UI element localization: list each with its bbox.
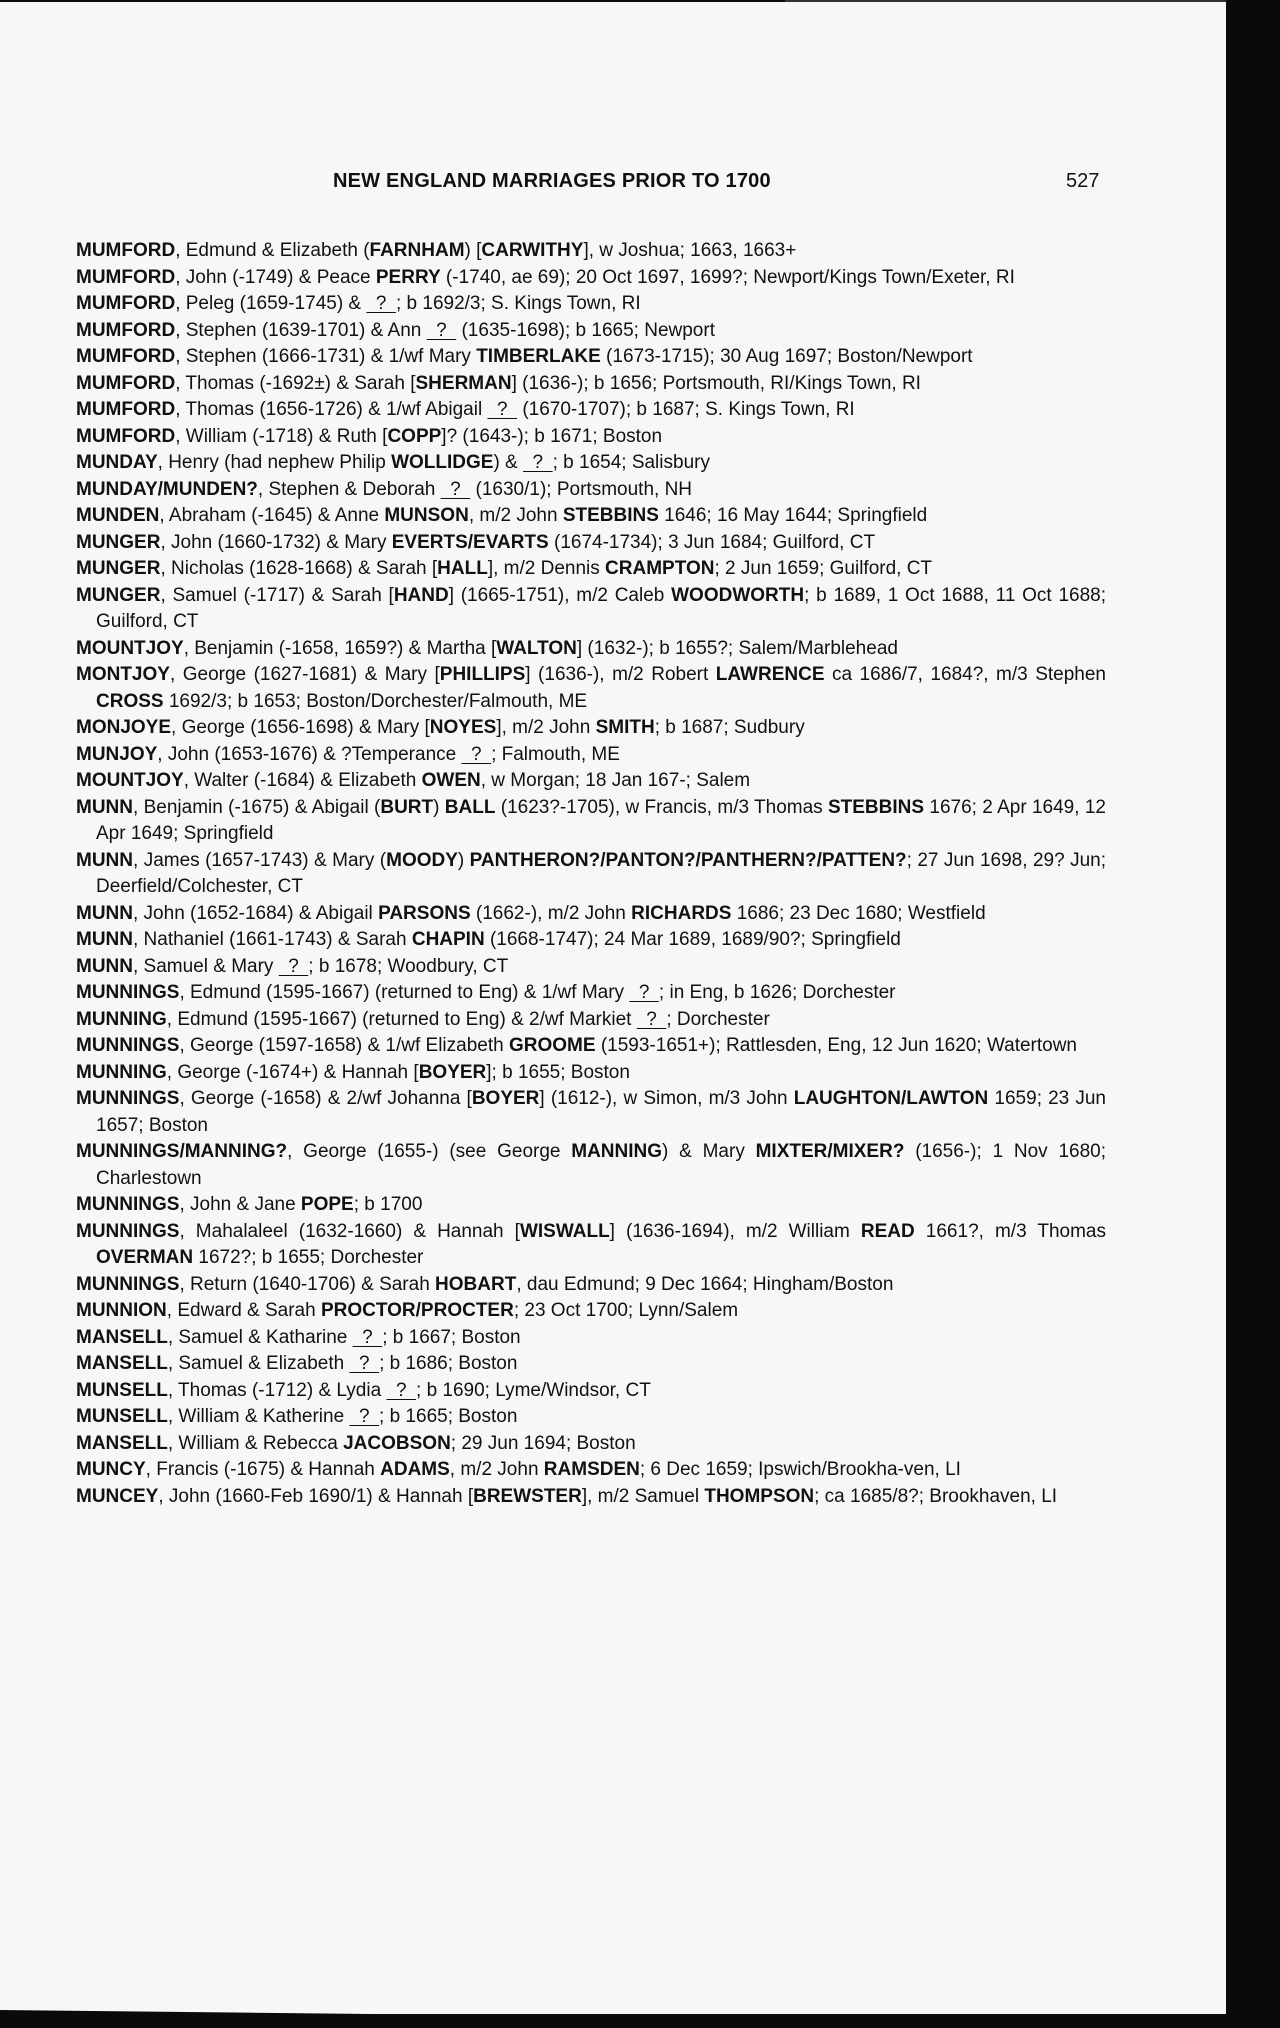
marriage-entry: MUMFORD, John (-1749) & Peace PERRY (-1740, ae 69); 20 Oct 1697, 1699?; Newport/Kings Town/Exeter, RI <box>76 266 1015 288</box>
marriage-entry: MUNNINGS, Mahalaleel (1632-1660) & Hannah [WISWALL] (1636-1694), m/2 William READ 1661?, m/3 Thomas OVERMAN 1672?; b 1655; Dorchester <box>76 1220 1106 1268</box>
surname: CARWITHY <box>481 240 584 261</box>
marriage-entry: MUNCY, Francis (-1675) & Hannah ADAMS, m/2 John RAMSDEN; 6 Dec 1659; Ipswich/Brookha-ven, LI <box>76 1459 961 1480</box>
marriage-entry: MUNN, Benjamin (-1675) & Abigail (BURT) BALL (1623?-1705), w Francis, m/3 Thomas STEBBINS 1676; 2 Apr 1649, 12 Apr 1649; Springfield <box>76 796 1106 844</box>
surname: OVERMAN <box>96 1247 194 1268</box>
surname: BREWSTER <box>473 1485 582 1507</box>
marriage-entry: MUNNING, George (-1674+) & Hannah [BOYER]; b 1655; Boston <box>76 1061 630 1083</box>
surname: MUNN <box>76 796 133 818</box>
marriage-entry: MONTJOY, George (1627-1681) & Mary [PHILLIPS] (1636-), m/2 Robert LAWRENCE ca 1686/7, 1684?, m/3 Stephen CROSS 1692/3; b 1653; Boston/Dorchester/Falmouth, ME <box>76 664 1106 712</box>
surname: MUNDEN <box>76 505 160 526</box>
unknown-name-marker: ? <box>461 743 492 765</box>
surname: LAUGHTON/LAWTON <box>793 1088 989 1109</box>
marriage-entry: MUNDEN, Abraham (-1645) & Anne MUNSON, m/2 John STEBBINS 1646; 16 May 1644; Springfield <box>76 505 928 526</box>
surname: NOYES <box>429 717 497 738</box>
surname: WOLLIDGE <box>391 452 494 473</box>
marriage-entry: MUNNINGS/MANNING?, George (1655-) (see George MANNING) & Mary MIXTER/MIXER? (1656-); 1 Nov 1680; Charlestown <box>76 1141 1106 1189</box>
surname: MUMFORD <box>76 372 176 394</box>
surname: MUMFORD <box>76 266 176 288</box>
marriage-entry: MUMFORD, William (-1718) & Ruth [COPP]? (1643-); b 1671; Boston <box>76 425 663 447</box>
surname: MONJOYE <box>76 717 172 738</box>
surname: MUNDAY/MUNDEN? <box>76 478 258 500</box>
marriage-entry: MUNN, John (1652-1684) & Abigail PARSONS (1662-), m/2 John RICHARDS 1686; 23 Dec 1680; Westfield <box>76 902 986 924</box>
surname: BALL <box>444 796 496 818</box>
page-number: 527 <box>1066 170 1100 192</box>
unknown-name-marker: ? <box>386 1379 417 1401</box>
marriage-entry: MUNGER, Nicholas (1628-1668) & Sarah [HALL], m/2 Dennis CRAMPTON; 2 Jun 1659; Guilford, CT <box>76 558 933 579</box>
surname: RAMSDEN <box>543 1459 640 1480</box>
surname: MUMFORD <box>76 399 176 420</box>
surname: MOUNTJOY <box>76 770 184 791</box>
unknown-name-marker: ? <box>349 1353 380 1374</box>
marriage-entry: MUNDAY/MUNDEN?, Stephen & Deborah ? (1630/1); Portsmouth, NH <box>76 478 693 500</box>
marriage-entries-list <box>76 238 1106 1510</box>
surname: WOODWORTH <box>671 584 805 606</box>
marriage-entry: MUNNINGS, George (-1658) & 2/wf Johanna [BOYER] (1612-), w Simon, m/3 John LAUGHTON/LAWTON 1659; 23 Jun 1657; Boston <box>76 1088 1106 1136</box>
surname: BURT <box>380 796 434 818</box>
unknown-name-marker: ? <box>352 1326 383 1348</box>
marriage-entry: MUNN, Nathaniel (1661-1743) & Sarah CHAPIN (1668-1747); 24 Mar 1689, 1689/90?; Springfield <box>76 929 901 950</box>
surname: MUMFORD <box>76 293 176 314</box>
unknown-name-marker: ? <box>426 319 457 341</box>
marriage-entry: MANSELL, Samuel & Katharine ? ; b 1667; Boston <box>76 1326 521 1348</box>
unknown-name-marker: ? <box>440 478 471 500</box>
surname: MUNNING <box>76 1008 167 1030</box>
marriage-entry: MUMFORD, Peleg (1659-1745) & ? ; b 1692/3; S. Kings Town, RI <box>76 293 641 314</box>
surname: MUNNINGS <box>76 1220 180 1242</box>
surname: HALL <box>437 558 488 579</box>
marriage-entry: MUNJOY, John (1653-1676) & ?Temperance ? ; Falmouth, ME <box>76 743 620 765</box>
marriage-entry: MOUNTJOY, Walter (-1684) & Elizabeth OWEN, w Morgan; 18 Jan 167-; Salem <box>76 770 751 791</box>
unknown-name-marker: ? <box>366 293 396 314</box>
surname: STEBBINS <box>562 505 659 526</box>
surname: WISWALL <box>519 1220 610 1242</box>
surname: MANSELL <box>76 1353 168 1374</box>
surname: MUNNINGS <box>76 1088 180 1109</box>
surname: MUNNING <box>76 1061 167 1083</box>
marriage-entry: MOUNTJOY, Benjamin (-1658, 1659?) & Martha [WALTON] (1632-); b 1655?; Salem/Marblehead <box>76 637 898 659</box>
surname: MUNSON <box>384 505 469 526</box>
surname: MOUNTJOY <box>76 637 184 659</box>
marriage-entry: MUNN, James (1657-1743) & Mary (MOODY) PANTHERON?/PANTON?/PANTHERN?/PATTEN?; 27 Jun 1698, 29? Jun; Deerfield/Colchester, CT <box>76 849 1107 897</box>
surname: MUNJOY <box>76 743 158 765</box>
surname: MUNN <box>76 955 133 977</box>
surname: BOYER <box>418 1061 487 1083</box>
marriage-entry: MANSELL, Samuel & Elizabeth ? ; b 1686; Boston <box>76 1353 518 1374</box>
marriage-entry: MUNNION, Edward & Sarah PROCTOR/PROCTER; 23 Oct 1700; Lynn/Salem <box>76 1300 739 1321</box>
surname: CROSS <box>96 690 164 712</box>
marriage-entry: MUMFORD, Edmund & Elizabeth (FARNHAM) [CARWITHY], w Joshua; 1663, 1663+ <box>76 240 797 261</box>
marriage-entry: MUNSELL, William & Katherine ? ; b 1665; Boston <box>76 1406 518 1427</box>
unknown-name-marker: ? <box>636 1008 667 1030</box>
surname: MUNNINGS <box>76 1035 180 1056</box>
surname: MIXTER/MIXER? <box>755 1141 905 1162</box>
surname: SHERMAN <box>415 372 512 394</box>
surname: THOMPSON <box>704 1485 815 1507</box>
marriage-entry: MUMFORD, Stephen (1639-1701) & Ann ? (1635-1698); b 1665; Newport <box>76 319 715 341</box>
unknown-name-marker: ? <box>523 452 553 473</box>
marriage-entry: MUNCEY, John (1660-Feb 1690/1) & Hannah [BREWSTER], m/2 Samuel THOMPSON; ca 1685/8?; Brookhaven, LI <box>76 1485 1058 1507</box>
surname: READ <box>860 1220 915 1242</box>
marriage-entry: MUNNINGS, John & Jane POPE; b 1700 <box>76 1194 423 1215</box>
surname: MANSELL <box>76 1326 168 1348</box>
surname: CHAPIN <box>411 929 485 950</box>
surname: MOODY <box>386 849 458 871</box>
surname: MUNN <box>76 849 133 871</box>
surname: MUMFORD <box>76 346 176 367</box>
surname: MUNDAY <box>76 452 158 473</box>
surname: CRAMPTON <box>605 558 715 579</box>
surname: MUNCY <box>76 1459 146 1480</box>
unknown-name-marker: ? <box>487 399 518 420</box>
unknown-name-marker: ? <box>629 982 659 1003</box>
surname: GROOME <box>508 1035 596 1056</box>
surname: MUNSELL <box>76 1379 168 1401</box>
marriage-entry: MANSELL, William & Rebecca JACOBSON; 29 Jun 1694; Boston <box>76 1432 636 1454</box>
surname: EVERTS/EVARTS <box>391 531 549 553</box>
scan-bottom-edge <box>0 2014 1280 2028</box>
surname: BOYER <box>471 1088 540 1109</box>
surname: FARNHAM <box>369 240 465 261</box>
surname: MANSELL <box>76 1432 168 1454</box>
marriage-entry: MUMFORD, Thomas (-1692±) & Sarah [SHERMAN] (1636-); b 1656; Portsmouth, RI/Kings Town, RI <box>76 372 921 394</box>
scan-top-edge <box>785 0 1226 2</box>
marriage-entry: MONJOYE, George (1656-1698) & Mary [NOYES], m/2 John SMITH; b 1687; Sudbury <box>76 717 805 738</box>
surname: TIMBERLAKE <box>476 346 601 367</box>
surname: MUNNINGS/MANNING? <box>76 1141 288 1162</box>
surname: HOBART <box>435 1273 517 1295</box>
surname: MUNNINGS <box>76 1273 180 1295</box>
marriage-entry: MUNGER, Samuel (-1717) & Sarah [HAND] (1665-1751), m/2 Caleb WOODWORTH; b 1689, 1 Oct 1688, 11 Oct 1688; Guilford, CT <box>76 584 1106 632</box>
surname: WALTON <box>496 637 577 659</box>
running-head: NEW ENGLAND MARRIAGES PRIOR TO 1700 <box>333 170 771 192</box>
surname: MONTJOY <box>76 664 170 685</box>
surname: STEBBINS <box>827 796 925 818</box>
surname: OWEN <box>421 770 481 791</box>
surname: MUMFORD <box>76 240 176 261</box>
surname: PANTHERON?/PANTON?/PANTHERN?/PATTEN? <box>469 849 907 871</box>
surname: PHILLIPS <box>439 664 526 685</box>
marriage-entry: MUNNINGS, Edmund (1595-1667) (returned to Eng) & 1/wf Mary ? ; in Eng, b 1626; Dorchester <box>76 982 896 1003</box>
surname: MUNN <box>76 902 133 924</box>
marriage-entry: MUNGER, John (1660-1732) & Mary EVERTS/EVARTS (1674-1734); 3 Jun 1684; Guilford, CT <box>76 531 876 553</box>
marriage-entry: MUNNINGS, George (1597-1658) & 1/wf Elizabeth GROOME (1593-1651+); Rattlesden, Eng, 12 Jun 1620; Watertown <box>76 1035 1078 1056</box>
surname: PARSONS <box>378 902 471 924</box>
surname: MUMFORD <box>76 319 176 341</box>
surname: MANNING <box>571 1141 663 1162</box>
scanned-page <box>0 2 1226 2016</box>
surname: MUNGER <box>76 584 161 606</box>
surname: MUNNINGS <box>76 982 180 1003</box>
surname: JACOBSON <box>343 1432 451 1454</box>
surname: MUNSELL <box>76 1406 168 1427</box>
surname: MUNGER <box>76 531 161 553</box>
marriage-entry: MUNNING, Edmund (1595-1667) (returned to Eng) & 2/wf Markiet ? ; Dorchester <box>76 1008 770 1030</box>
surname: ADAMS <box>380 1459 450 1480</box>
surname: RICHARDS <box>631 902 732 924</box>
surname: MUMFORD <box>76 425 176 447</box>
surname: HAND <box>393 584 449 606</box>
surname: MUNCEY <box>76 1485 159 1507</box>
surname: POPE <box>300 1194 354 1215</box>
surname: MUNGER <box>76 558 161 579</box>
marriage-entry: MUMFORD, Stephen (1666-1731) & 1/wf Mary TIMBERLAKE (1673-1715); 30 Aug 1697; Boston/Newport <box>76 346 973 367</box>
unknown-name-marker: ? <box>349 1406 380 1427</box>
marriage-entry: MUNSELL, Thomas (-1712) & Lydia ? ; b 1690; Lyme/Windsor, CT <box>76 1379 651 1401</box>
marriage-entry: MUNN, Samuel & Mary ? ; b 1678; Woodbury, CT <box>76 955 509 977</box>
marriage-entry: MUMFORD, Thomas (1656-1726) & 1/wf Abigail ? (1670-1707); b 1687; S. Kings Town, RI <box>76 399 855 420</box>
marriage-entry: MUNDAY, Henry (had nephew Philip WOLLIDGE) & ? ; b 1654; Salisbury <box>76 452 710 473</box>
surname: LAWRENCE <box>715 664 825 685</box>
surname: MUNN <box>76 929 133 950</box>
surname: SMITH <box>595 717 655 738</box>
surname: COPP <box>387 425 442 447</box>
surname: PROCTOR/PROCTER <box>320 1300 514 1321</box>
surname: PERRY <box>375 266 441 288</box>
marriage-entry: MUNNINGS, Return (1640-1706) & Sarah HOBART, dau Edmund; 9 Dec 1664; Hingham/Boston <box>76 1273 894 1295</box>
unknown-name-marker: ? <box>278 955 309 977</box>
surname: MUNNINGS <box>76 1194 180 1215</box>
surname: MUNNION <box>76 1300 167 1321</box>
